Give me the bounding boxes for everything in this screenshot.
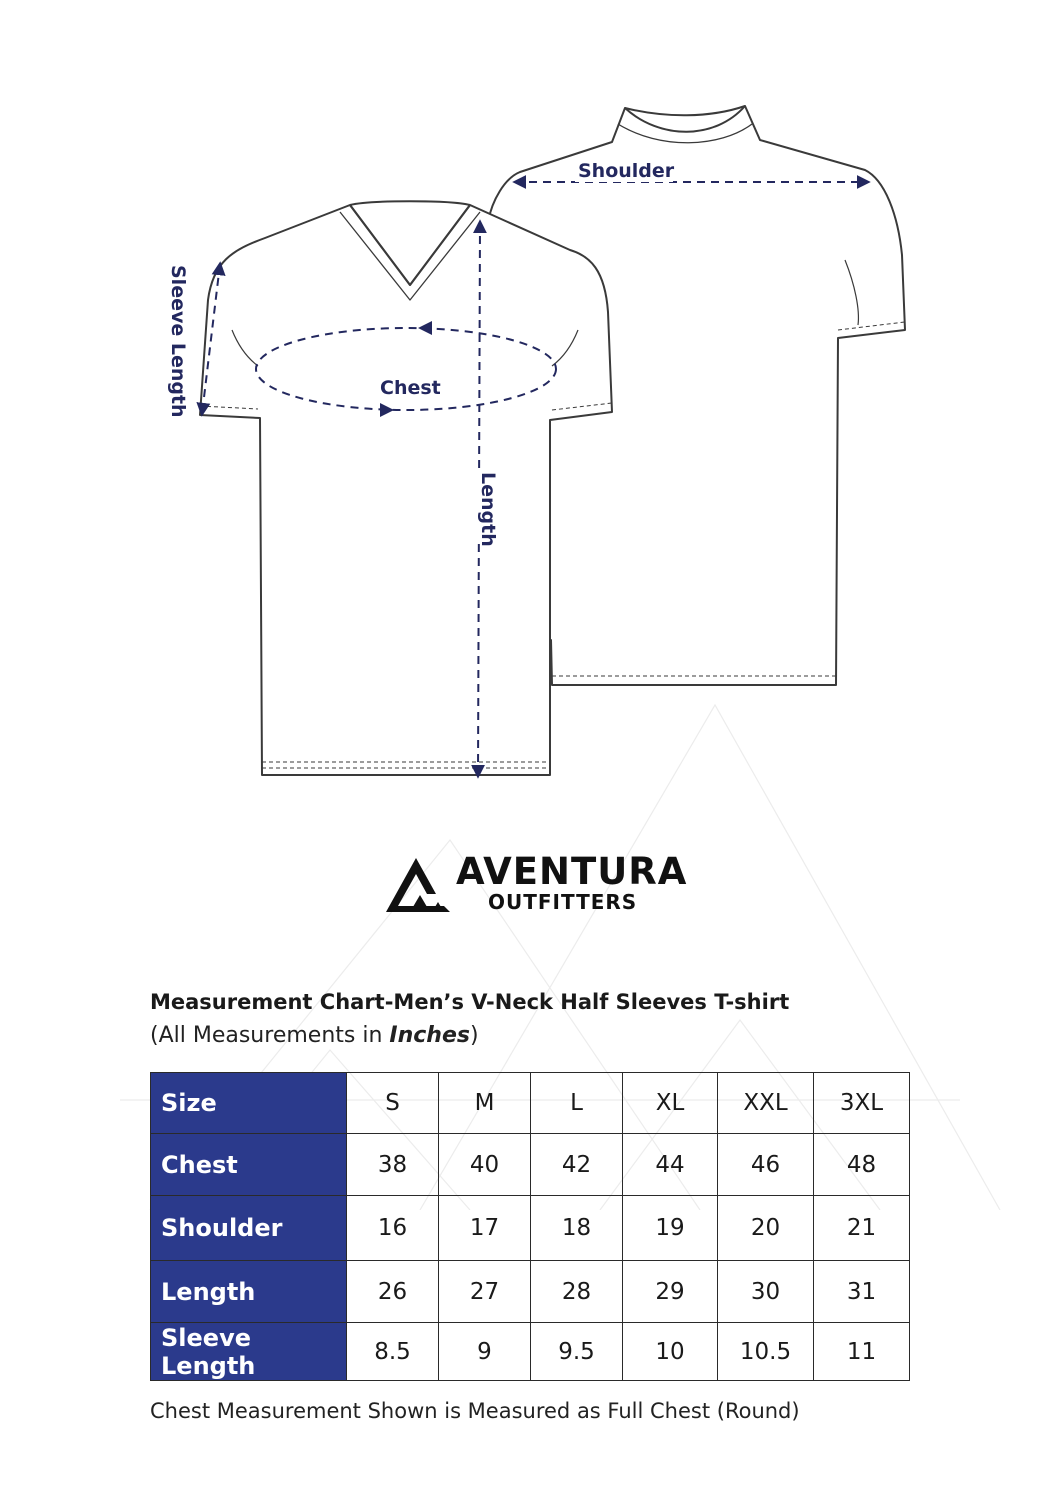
value-cell: 18 <box>531 1196 623 1261</box>
value-cell: 26 <box>347 1261 439 1323</box>
size-header-cell: Size <box>151 1073 347 1134</box>
row-label: Chest <box>151 1134 347 1196</box>
brand-name: AVENTURA <box>456 850 688 893</box>
size-cell: L <box>531 1073 623 1134</box>
value-cell: 40 <box>439 1134 531 1196</box>
value-cell: 29 <box>623 1261 718 1323</box>
tshirt-front-view <box>200 201 612 775</box>
subtitle-unit: Inches <box>389 1023 470 1048</box>
value-cell: 21 <box>814 1196 910 1261</box>
value-cell: 20 <box>718 1196 814 1261</box>
value-cell: 11 <box>814 1323 910 1381</box>
size-cell: S <box>347 1073 439 1134</box>
table-row <box>151 1196 910 1261</box>
table-row <box>151 1134 910 1196</box>
value-cell: 38 <box>347 1134 439 1196</box>
value-cell: 27 <box>439 1261 531 1323</box>
value-cell: 48 <box>814 1134 910 1196</box>
size-cell: M <box>439 1073 531 1134</box>
chart-subtitle <box>150 1023 479 1048</box>
length-label: Length <box>477 472 499 547</box>
value-cell: 46 <box>718 1134 814 1196</box>
chest-label: Chest <box>380 377 441 399</box>
subtitle-suffix: ) <box>469 1023 479 1048</box>
value-cell: 19 <box>623 1196 718 1261</box>
value-cell: 42 <box>531 1134 623 1196</box>
value-cell: 30 <box>718 1261 814 1323</box>
value-cell: 28 <box>531 1261 623 1323</box>
value-cell: 9 <box>439 1323 531 1381</box>
row-label: Length <box>151 1261 347 1323</box>
row-label: Sleeve Length <box>151 1323 347 1381</box>
logo-mark-icon <box>386 854 452 916</box>
brand-logo <box>386 850 686 920</box>
table-header-row <box>151 1073 910 1134</box>
value-cell: 17 <box>439 1196 531 1261</box>
value-cell: 9.5 <box>531 1323 623 1381</box>
row-label: Shoulder <box>151 1196 347 1261</box>
size-cell: 3XL <box>814 1073 910 1134</box>
value-cell: 16 <box>347 1196 439 1261</box>
size-table <box>150 1072 910 1381</box>
size-cell: XL <box>623 1073 718 1134</box>
value-cell: 31 <box>814 1261 910 1323</box>
table-row <box>151 1323 910 1381</box>
shoulder-label: Shoulder <box>578 160 675 182</box>
value-cell: 10.5 <box>718 1323 814 1381</box>
value-cell: 44 <box>623 1134 718 1196</box>
table-row <box>151 1261 910 1323</box>
size-cell: XXL <box>718 1073 814 1134</box>
sleeve-length-label: Sleeve Length <box>167 265 189 418</box>
subtitle-prefix: (All Measurements in <box>150 1023 390 1048</box>
value-cell: 8.5 <box>347 1323 439 1381</box>
chart-title: Measurement Chart-Men’s V-Neck Half Sleeves T-shirt <box>150 990 790 1014</box>
value-cell: 10 <box>623 1323 718 1381</box>
brand-subtitle: OUTFITTERS <box>488 890 638 914</box>
footnote: Chest Measurement Shown is Measured as Full Chest (Round) <box>150 1399 800 1423</box>
